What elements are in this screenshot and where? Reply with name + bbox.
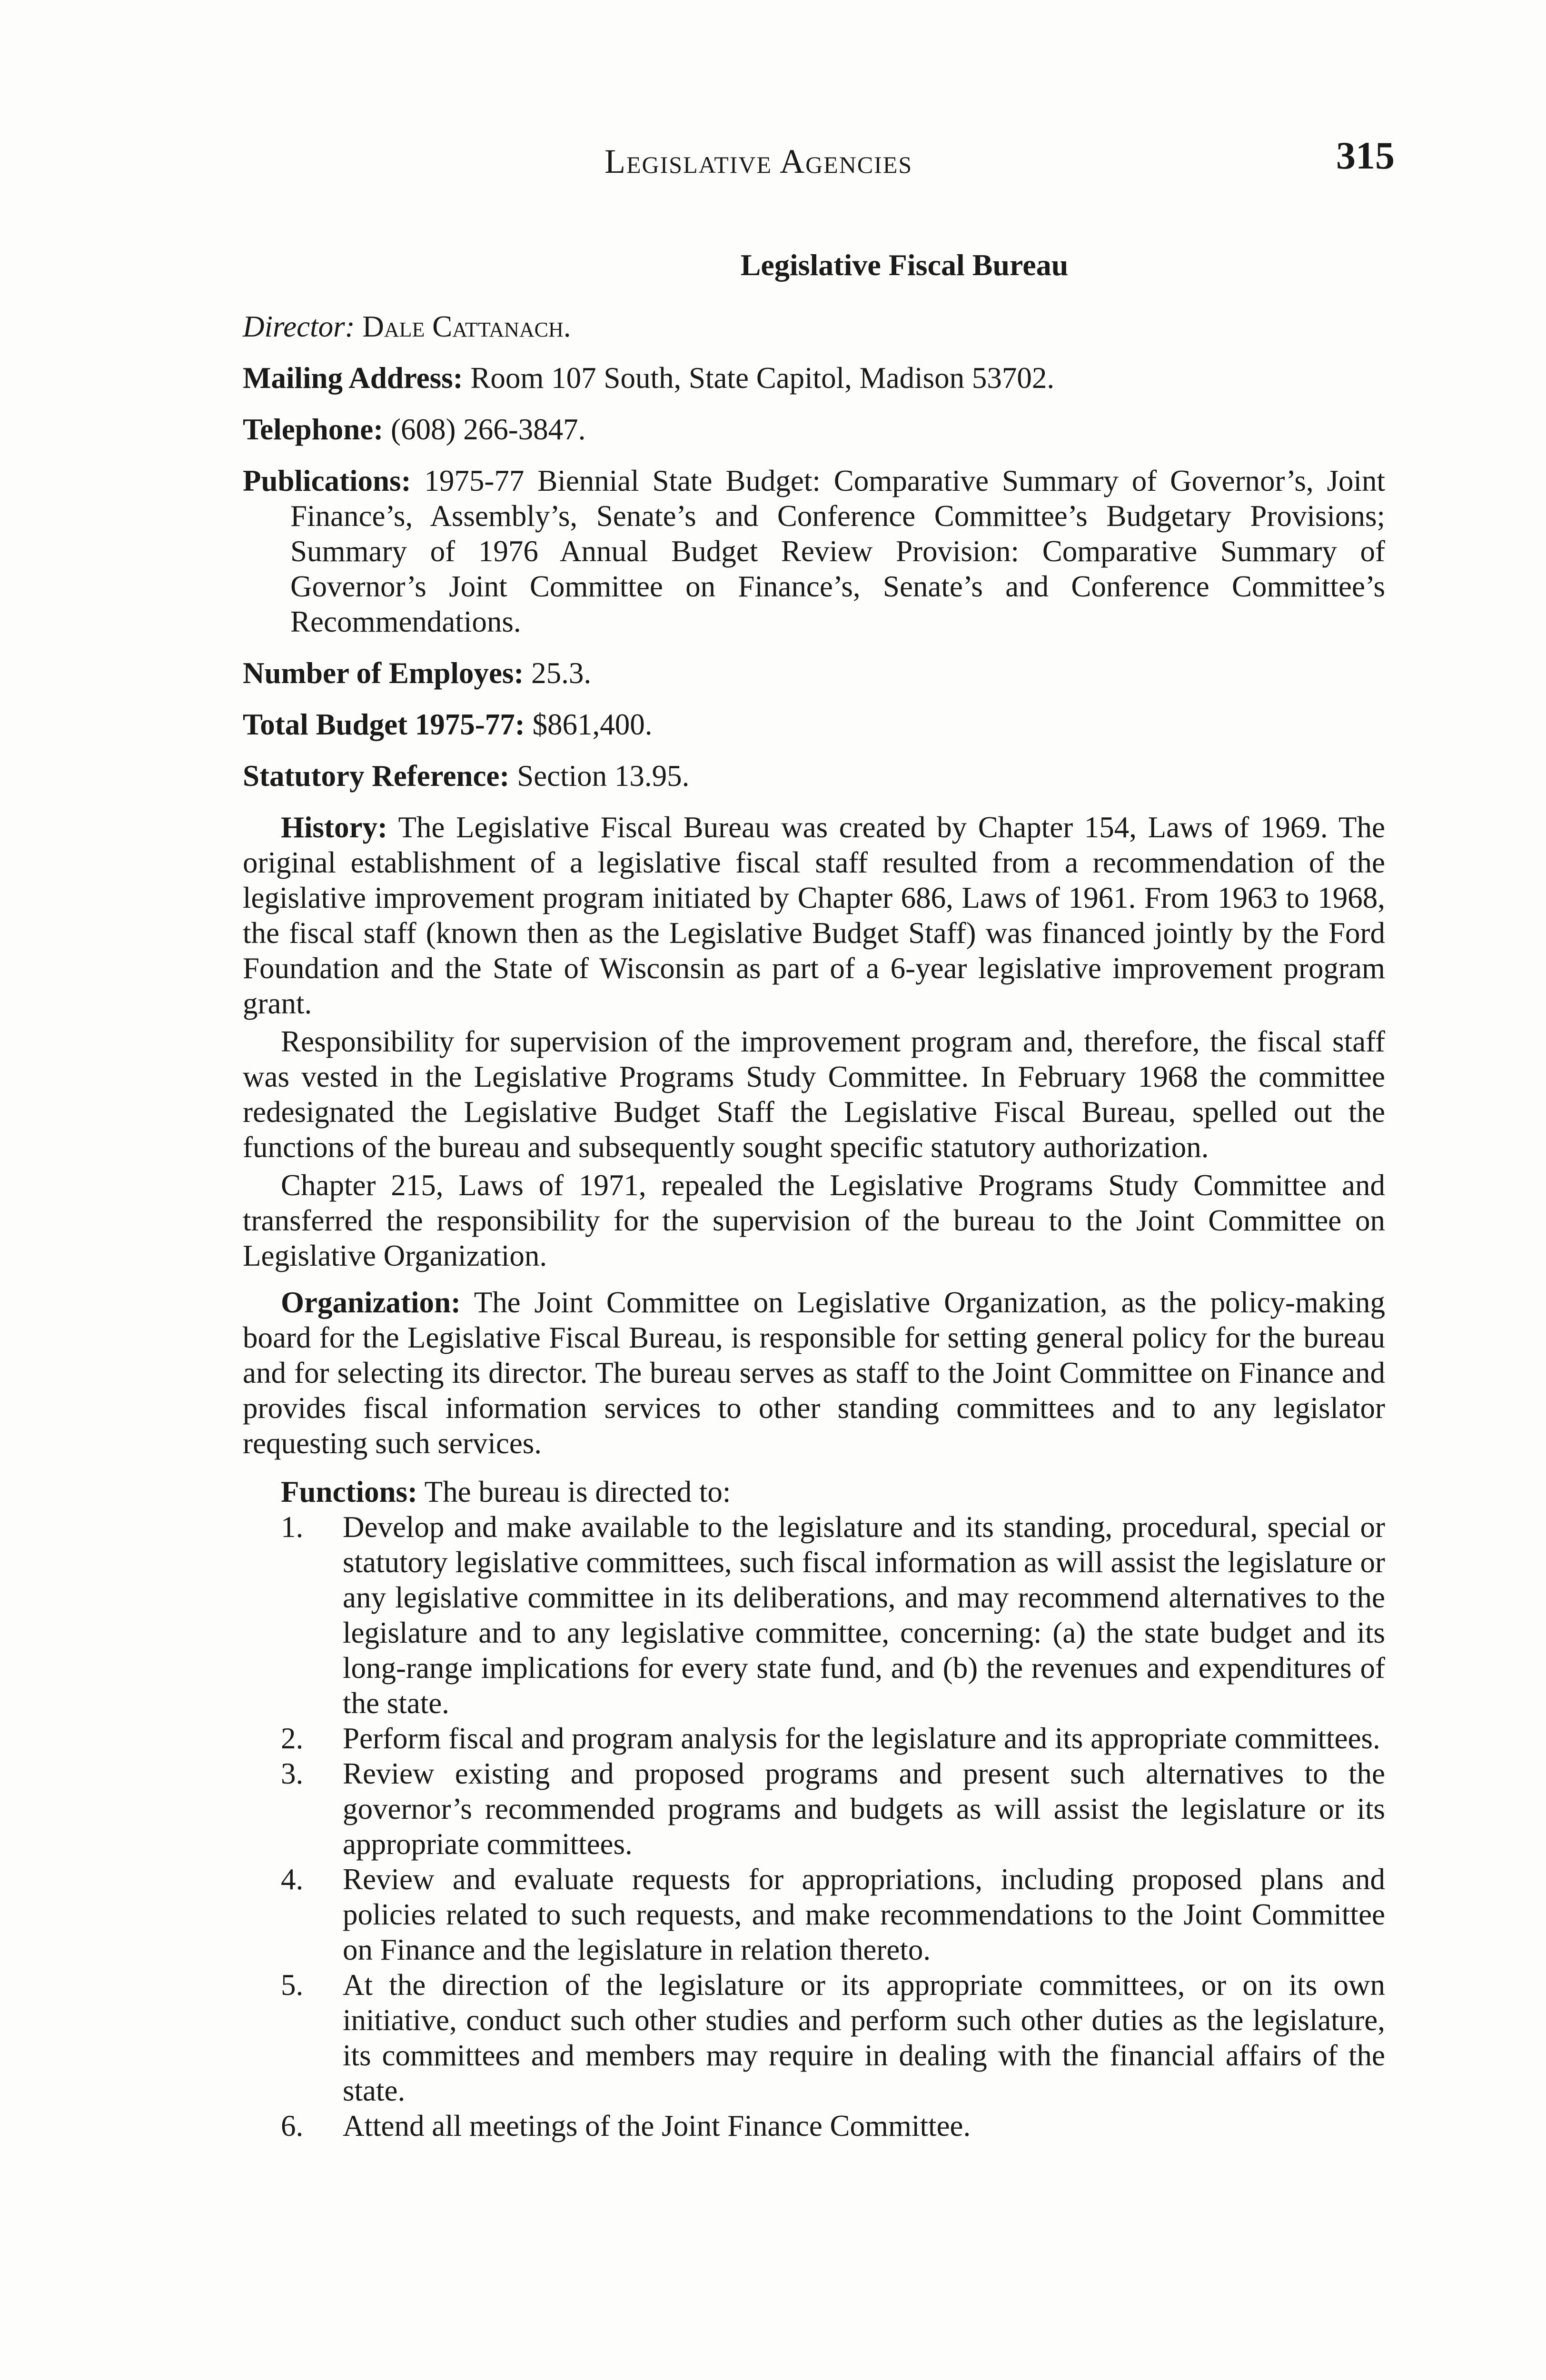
telephone-label: Telephone: <box>243 413 384 446</box>
function-text: Review and evaluate requests for appropriations, including proposed plans and policies related to such requests, and make recommendations to the Joint Committee on Finance and the legislature in relation thereto. <box>343 1863 1385 1966</box>
function-item-3 <box>243 1756 1385 1862</box>
history-paragraph-3: Chapter 215, Laws of 1971, repealed the Legislative Programs Study Committee and transferred the responsibility for the supervision of the bureau to the Joint Committee on Legislative Organization. <box>243 1169 1385 1272</box>
running-head: Legislative Agencies <box>605 142 913 180</box>
page-content <box>243 248 1385 2143</box>
function-text: Develop and make available to the legislature and its standing, procedural, special or statutory legislative committees, such fiscal information as will assist the legislature or any legislative committee in its deliberations, and may recommend alternatives to the legislature and to any legislative committee, concerning: (a) the state budget and its long-range implications for every state fund, and (b) the revenues and expenditures of the state. <box>343 1510 1385 1720</box>
statutory-label: Statutory Reference: <box>243 759 510 793</box>
history-paragraph-2: Responsibility for supervision of the improvement program and, therefore, the fiscal staff was vested in the Legislative Programs Study Committee. In February 1968 the committee redesignated the Legislative Budget Staff the Legislative Fiscal Bureau, spelled out the functions of the bureau and subsequently sought specific statutory authorization. <box>243 1025 1385 1164</box>
section-title: Legislative Fiscal Bureau <box>740 248 1069 282</box>
employees-field <box>243 655 1385 691</box>
function-number: 1. <box>281 1510 304 1544</box>
functions-intro <box>243 1474 1385 1509</box>
page-number: 315 <box>1336 134 1395 177</box>
function-text: Attend all meetings of the Joint Finance Committee. <box>343 2109 971 2142</box>
function-item-6 <box>243 2108 1385 2143</box>
history-text-1: The Legislative Fiscal Bureau was created by Chapter 154, Laws of 1969. The original establishment of a legislative fiscal staff resulted from a recommendation of the legislative improvement program initiated by Chapter 686, Laws of 1961. From 1963 to 1968, the fiscal staff (known then as the Legislative Budget Staff) was financed jointly by the Ford Foundation and the State of Wisconsin as part of a 6-year legislative improvement program grant. <box>243 811 1385 1020</box>
function-item-2 <box>243 1721 1385 1756</box>
statutory-value: Section 13.95. <box>517 759 690 793</box>
employees-value: 25.3. <box>531 656 592 690</box>
history-label: History: <box>281 811 387 844</box>
telephone-field <box>243 412 1385 447</box>
publications-label: Publications: <box>243 464 411 497</box>
function-number: 2. <box>281 1722 304 1755</box>
page-header <box>243 129 1395 195</box>
history-paragraph-1 <box>243 810 1385 1021</box>
functions-list <box>243 1509 1385 2143</box>
budget-field <box>243 707 1385 742</box>
function-item-4 <box>243 1862 1385 1967</box>
function-text: Perform fiscal and program analysis for the legislature and its appropriate committees. <box>343 1722 1380 1755</box>
mailing-address-field <box>243 360 1385 396</box>
function-number: 5. <box>281 1968 304 2002</box>
function-text: Review existing and proposed programs and present such alternatives to the governor’s recommended programs and budgets as will assist the legislature or its appropriate committees. <box>343 1757 1385 1861</box>
budget-value: $861,400. <box>532 708 653 741</box>
organization-text: The Joint Committee on Legislative Organization, as the policy-making board for the Legislative Fiscal Bureau, is responsible for setting general policy for the bureau and for selecting its director. The bureau serves as staff to the Joint Committee on Finance and provides fiscal information services to other standing committees and to any legislator requesting such services. <box>243 1286 1385 1460</box>
employees-label: Number of Employes: <box>243 656 524 690</box>
budget-label: Total Budget 1975-77: <box>243 708 525 741</box>
director-field <box>243 309 1385 344</box>
function-number: 3. <box>281 1757 304 1790</box>
organization-label: Organization: <box>281 1286 461 1319</box>
organization-paragraph <box>243 1285 1385 1461</box>
director-value: Dale Cattanach. <box>362 310 571 343</box>
function-text: At the direction of the legislature or its appropriate committees, or on its own initiative, conduct such other studies and perform such other duties as the legislature, its committees and members may require in dealing with the financial affairs of the state. <box>343 1968 1385 2107</box>
publications-field <box>243 463 1385 639</box>
director-label: Director: <box>243 310 355 343</box>
statutory-field <box>243 758 1385 793</box>
telephone-value: (608) 266-3847. <box>390 413 586 446</box>
functions-label: Functions: <box>281 1475 418 1508</box>
mailing-address-label: Mailing Address: <box>243 361 463 395</box>
publications-value: 1975-77 Biennial State Budget: Comparative Summary of Governor’s, Joint Finance’s, Assembly’s, Senate’s and Conference Committee’s Budgetary Provisions; Summary of 1976 Annual Budget Review Provision: Comparative Summary of Governor’s Joint Committee on Finance’s, Senate’s and Conference Committee’s Recommendations. <box>290 464 1386 638</box>
function-number: 4. <box>281 1863 304 1896</box>
function-number: 6. <box>281 2109 304 2142</box>
function-item-1 <box>243 1509 1385 1721</box>
functions-intro-text: The bureau is directed to: <box>424 1475 731 1508</box>
mailing-address-value: Room 107 South, State Capitol, Madison 53702. <box>470 361 1055 395</box>
function-item-5 <box>243 1967 1385 2108</box>
